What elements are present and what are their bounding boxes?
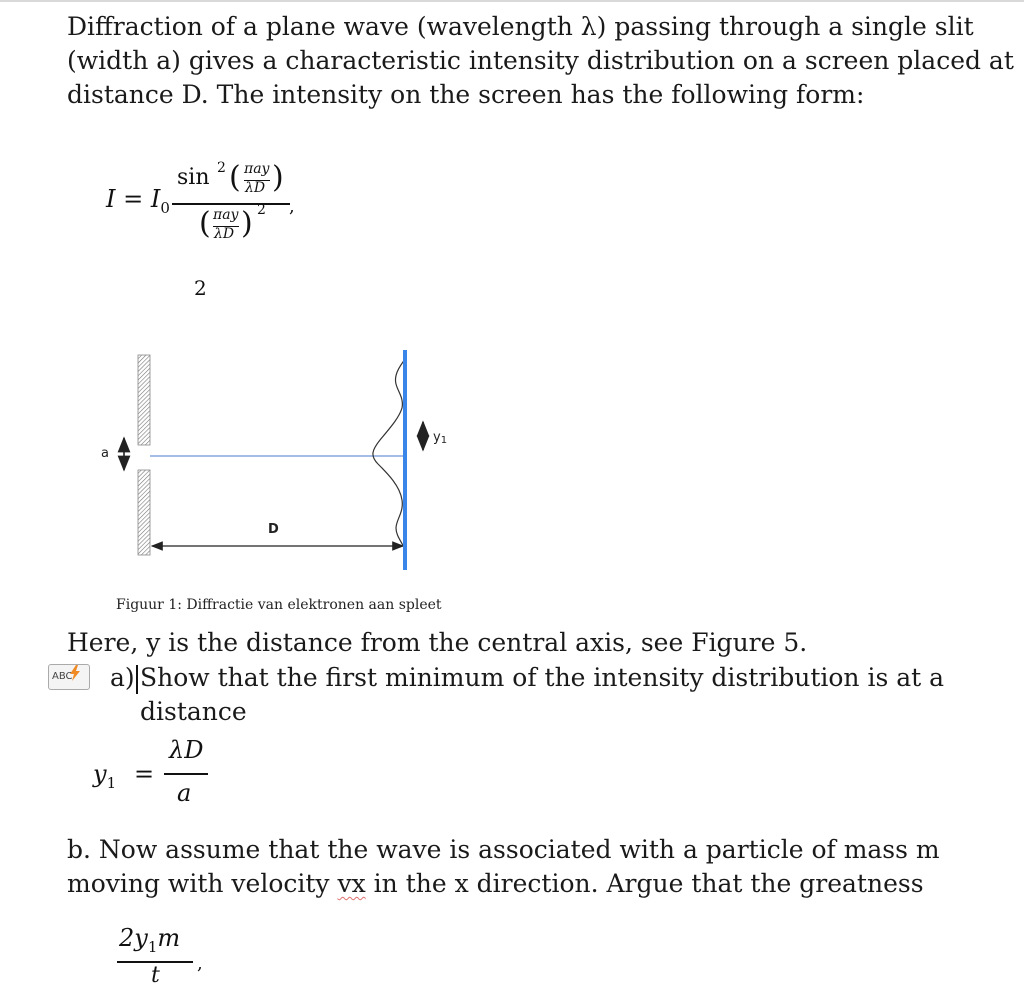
label-a: a: [101, 446, 109, 461]
arg-denominator-1: λD: [245, 180, 266, 196]
intro-line-2: (width a) gives a characteristic intensity distribution on a screen placed at: [67, 46, 1014, 75]
intro-line-1: Diffraction of a plane wave (wavelength λ) passing through a single slit: [67, 12, 974, 41]
paren-close-1: ): [272, 160, 284, 195]
lightning-icon: [67, 665, 83, 681]
sin-exponent: 2: [217, 160, 226, 176]
question-a-text: [140, 661, 960, 729]
formula2-bar: [164, 773, 208, 775]
arg-numerator-1: πay: [244, 161, 270, 177]
paren-close-2: ): [241, 206, 253, 241]
paren-open-1: (: [229, 160, 241, 195]
question-a-prefix: a): [110, 663, 135, 692]
text-cursor: [136, 665, 138, 694]
arg-denominator-2: λD: [214, 226, 235, 242]
figure-caption: Figuur 1: Diffractie van elektronen aan spleet: [116, 597, 442, 613]
question-a-intro: Here, y is the distance from the central axis, see Figure 5.: [67, 628, 808, 657]
question-a-line-1: Show that the first minimum of the intensity distribution is at a: [140, 663, 945, 692]
vx-spelling-flag[interactable]: vx: [337, 869, 366, 898]
slit-upper-plate: [138, 355, 150, 445]
spellcheck-label: ABC: [52, 671, 73, 682]
label-D: D: [268, 522, 279, 537]
formula3-numerator: $2y_1m$: [119, 924, 181, 956]
intensity-curve: [373, 358, 406, 548]
spellcheck-icon[interactable]: [48, 664, 90, 690]
intensity-lhs: $I = I_0$: [106, 185, 170, 217]
arg-numerator-2: πay: [213, 207, 239, 223]
sin-function: sin: [177, 165, 210, 190]
question-b: [67, 833, 967, 901]
label-y1: y1: [433, 430, 448, 446]
intro-line-3: distance D. The intensity on the screen has the following form:: [67, 80, 865, 109]
formula1-label: 2: [194, 276, 207, 300]
slit-lower-plate: [138, 470, 150, 555]
formula3-denominator: t: [151, 963, 160, 988]
formula1-comma: ,: [289, 196, 295, 217]
den-exponent: 2: [257, 202, 266, 218]
formula3-comma: ,: [197, 953, 203, 974]
formula2-numerator: λD: [169, 736, 204, 764]
question-b-line-1: b. Now assume that the wave is associated with a particle of mass m: [67, 835, 940, 864]
y1-symbol: $y_1$: [93, 760, 117, 792]
formula2-denominator: a: [177, 779, 192, 807]
equals-sign: =: [134, 760, 155, 788]
question-a-line-2: distance: [140, 697, 247, 726]
paren-open-2: (: [199, 206, 211, 241]
question-b-line-2: moving with velocity vx in the x direction. Argue that the greatness: [67, 869, 924, 898]
